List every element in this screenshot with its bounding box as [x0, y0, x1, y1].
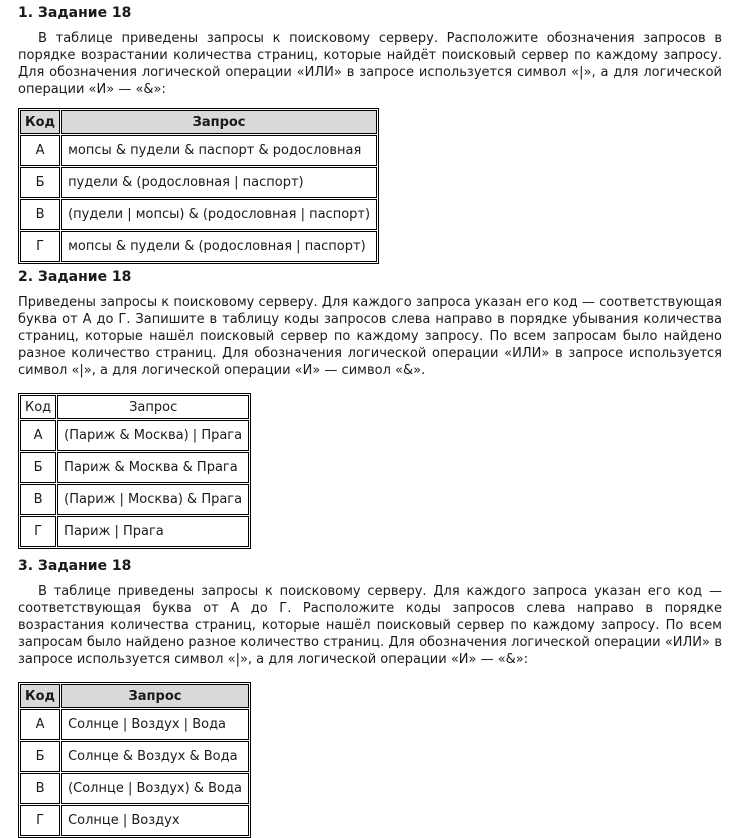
column-header-code: Код [20, 684, 60, 708]
table-header-row [20, 110, 377, 134]
table-row [20, 773, 249, 804]
column-header-code: Код [20, 110, 60, 134]
task-2-query-table [18, 393, 251, 549]
table-row [20, 741, 249, 772]
query-cell: мопсы & пудели & паспорт & родословная [61, 135, 377, 166]
table-row [20, 231, 377, 262]
task-1-heading: 1. Задание 18 [18, 5, 132, 21]
table-row [20, 805, 249, 836]
query-cell: (пудели | мопсы) & (родословная | паспорт) [61, 199, 377, 230]
table-header [20, 684, 249, 708]
table-row [20, 420, 249, 451]
code-cell: А [20, 135, 60, 166]
table-row [20, 199, 377, 230]
table-row [20, 135, 377, 166]
code-cell: А [20, 420, 56, 451]
query-cell: Париж & Москва & Прага [57, 452, 249, 483]
query-cell: Солнце & Воздух & Вода [61, 741, 249, 772]
query-cell: Париж | Прага [57, 516, 249, 547]
code-cell: Б [20, 452, 56, 483]
column-header-query: Запрос [57, 395, 249, 419]
query-cell: (Солнце | Воздух) & Вода [61, 773, 249, 804]
table-row [20, 516, 249, 547]
table-body [20, 135, 377, 262]
code-cell: В [20, 484, 56, 515]
task-section-1 [18, 4, 722, 264]
query-cell: (Париж & Москва) | Прага [57, 420, 249, 451]
code-cell: Б [20, 741, 60, 772]
table-row [20, 709, 249, 740]
column-header-code: Код [20, 395, 56, 419]
table-body [20, 709, 249, 836]
table-header [20, 110, 377, 134]
code-cell: Г [20, 231, 60, 262]
table-row [20, 484, 249, 515]
table-row [20, 452, 249, 483]
code-cell: В [20, 199, 60, 230]
task-1-paragraph: В таблице приведены запросы к поисковому серверу. Расположите обозначения запросов в порядке возрастании количества страниц, которые найдёт поисковый сервер по каждому запросу. Для обозначения логической операции «ИЛИ» в запросе используется символ «|», а для логической операции «И» — «&»: [18, 31, 722, 97]
task-1-query-table [18, 108, 379, 264]
task-2-heading: 2. Задание 18 [18, 269, 132, 285]
task-section-3 [18, 557, 722, 838]
code-cell: Г [20, 805, 60, 836]
task-section-2 [18, 268, 722, 549]
task-3-paragraph: В таблице приведены запросы к поисковому серверу. Для каждого запроса указан его код — соответствующая буква от А до Г. Расположите коды запросов слева направо в порядке возрастания количества страниц, которые нашёл поисковый сервер по каждому запросу. По всем запросам было найдено разное количество страниц. Для обозначения логической операции «ИЛИ» в запросе используется символ «|», а для логической операции «И» — «&»: [18, 584, 722, 667]
query-cell: (Париж | Москва) & Прага [57, 484, 249, 515]
query-cell: Солнце | Воздух [61, 805, 249, 836]
table-row [20, 167, 377, 198]
query-cell: мопсы & пудели & (родословная | паспорт) [61, 231, 377, 262]
code-cell: Б [20, 167, 60, 198]
code-cell: Г [20, 516, 56, 547]
table-header-row [20, 395, 249, 419]
table-body [20, 420, 249, 547]
column-header-query: Запрос [61, 684, 249, 708]
query-cell: Солнце | Воздух | Вода [61, 709, 249, 740]
table-header-row [20, 684, 249, 708]
table-header [20, 395, 249, 419]
task-3-heading: 3. Задание 18 [18, 558, 132, 574]
column-header-query: Запрос [61, 110, 377, 134]
code-cell: А [20, 709, 60, 740]
query-cell: пудели & (родословная | паспорт) [61, 167, 377, 198]
task-2-paragraph: Приведены запросы к поисковому серверу. Для каждого запроса указан его код — соответствующая буква от А до Г. Запишите в таблицу коды запросов слева направо в порядке убывания количества страниц, которые нашёл поисковый сервер по каждому запросу. По всем запросам было найдено разное количество страниц. Для обозначения логической операции «ИЛИ» в запросе используется символ «|», а для логической операции «И» — символ «&». [18, 295, 722, 378]
task-3-query-table [18, 682, 251, 838]
code-cell: В [20, 773, 60, 804]
